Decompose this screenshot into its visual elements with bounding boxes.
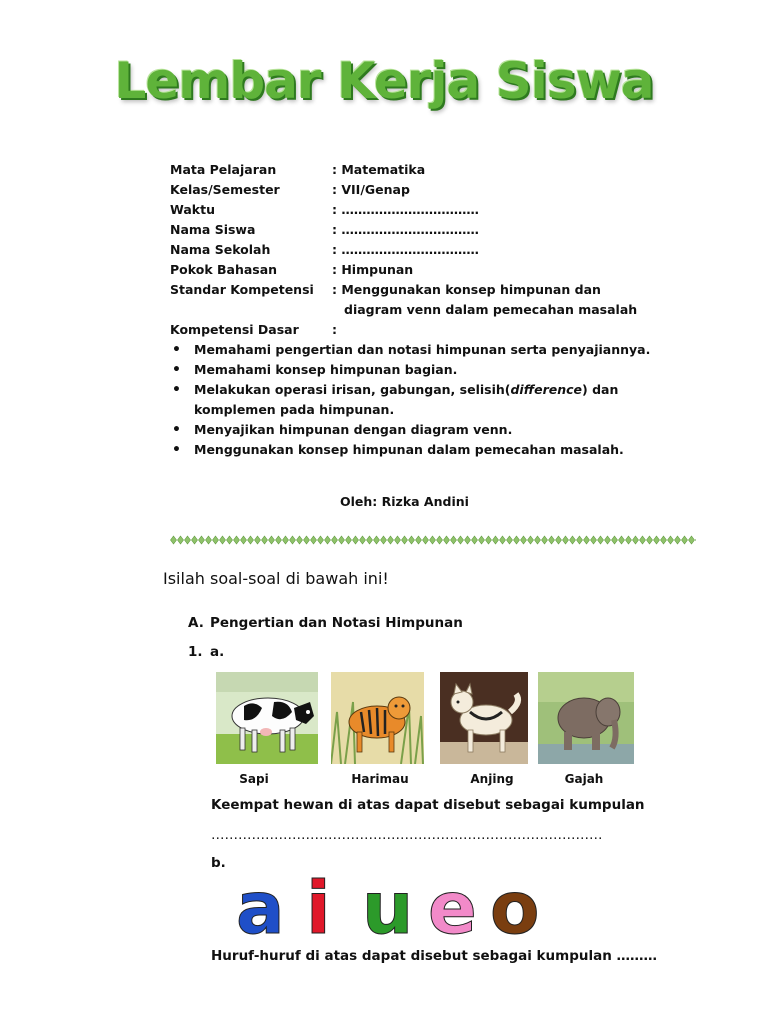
- vowel-letter-o: o: [490, 866, 540, 950]
- section-number: A.: [188, 615, 204, 631]
- info-label: Waktu: [170, 202, 215, 217]
- competence-item: • Melakukan operasi irisan, gabungan, selisih(difference) dan komplemen pada himpunan.: [170, 380, 664, 420]
- instruction: Isilah soal-soal di bawah ini!: [163, 569, 389, 588]
- info-label: Standar Kompetensi: [170, 282, 314, 297]
- info-row-school-name: [170, 240, 664, 260]
- tiger-picture: [331, 672, 424, 764]
- info-value: :: [332, 322, 337, 337]
- info-value: : Menggunakan konsep himpunan dan: [332, 282, 601, 297]
- vowel-letter-u: u: [362, 866, 414, 950]
- vowel-letter-i: i: [306, 866, 331, 950]
- question-part-b: b.: [211, 855, 226, 871]
- info-row-time: [170, 200, 664, 220]
- animal-caption: Gajah: [564, 772, 604, 786]
- cow-picture: [216, 672, 318, 764]
- animal-caption: Sapi: [239, 772, 269, 786]
- info-value: : ……………………………: [332, 202, 479, 217]
- worksheet-title: Lembar Kerja Siswa: [114, 52, 654, 110]
- info-label: Nama Siswa: [170, 222, 256, 237]
- question-1: [188, 644, 224, 660]
- competence-item: • Menggunakan konsep himpunan dalam pemecahan masalah.: [170, 440, 664, 460]
- standard-continuation: diagram venn dalam pemecahan masalah: [344, 302, 638, 317]
- question-1a-text: Keempat hewan di atas dapat disebut sebagai kumpulan: [211, 797, 645, 813]
- answer-blank: ……………………………………………………………………………: [211, 827, 603, 843]
- elephant-picture: [538, 672, 634, 764]
- question-part-a: a.: [210, 644, 225, 660]
- info-row-student-name: [170, 220, 664, 240]
- info-value: : ……………………………: [332, 222, 479, 237]
- animal-caption: Anjing: [470, 772, 514, 786]
- competence-item: • Memahami konsep himpunan bagian.: [170, 360, 664, 380]
- info-block: [170, 160, 664, 460]
- section-title: Pengertian dan Notasi Himpunan: [210, 615, 463, 631]
- info-row-subject: [170, 160, 664, 180]
- info-label: Pokok Bahasan: [170, 262, 278, 277]
- competence-list: [170, 340, 664, 460]
- section-heading: [188, 615, 463, 631]
- info-label: Mata Pelajaran: [170, 162, 277, 177]
- info-row-standard: [170, 280, 664, 300]
- info-value: : VII/Genap: [332, 182, 410, 197]
- info-label: Kompetensi Dasar: [170, 322, 299, 337]
- info-value: : ……………………………: [332, 242, 479, 257]
- info-label: Kelas/Semester: [170, 182, 280, 197]
- question-number: 1.: [188, 644, 203, 660]
- author: Oleh: Rizka Andini: [340, 494, 469, 509]
- question-1b-text: Huruf-huruf di atas dapat disebut sebagai kumpulan ………: [211, 948, 658, 964]
- info-row-topic: [170, 260, 664, 280]
- dog-picture: [440, 672, 528, 764]
- info-value: : Himpunan: [332, 262, 414, 277]
- info-value: : Matematika: [332, 162, 426, 177]
- vowel-letter-a: a: [236, 866, 285, 950]
- info-label: Nama Sekolah: [170, 242, 271, 257]
- info-row-class: [170, 180, 664, 200]
- competence-item: • Memahami pengertian dan notasi himpunan serta penyajiannya.: [170, 340, 664, 360]
- decorative-divider: [170, 534, 696, 546]
- animal-caption: Harimau: [351, 772, 409, 786]
- competence-item: • Menyajikan himpunan dengan diagram venn.: [170, 420, 664, 440]
- vowel-letter-e: e: [428, 866, 477, 950]
- info-row-basic-competence: [170, 320, 664, 340]
